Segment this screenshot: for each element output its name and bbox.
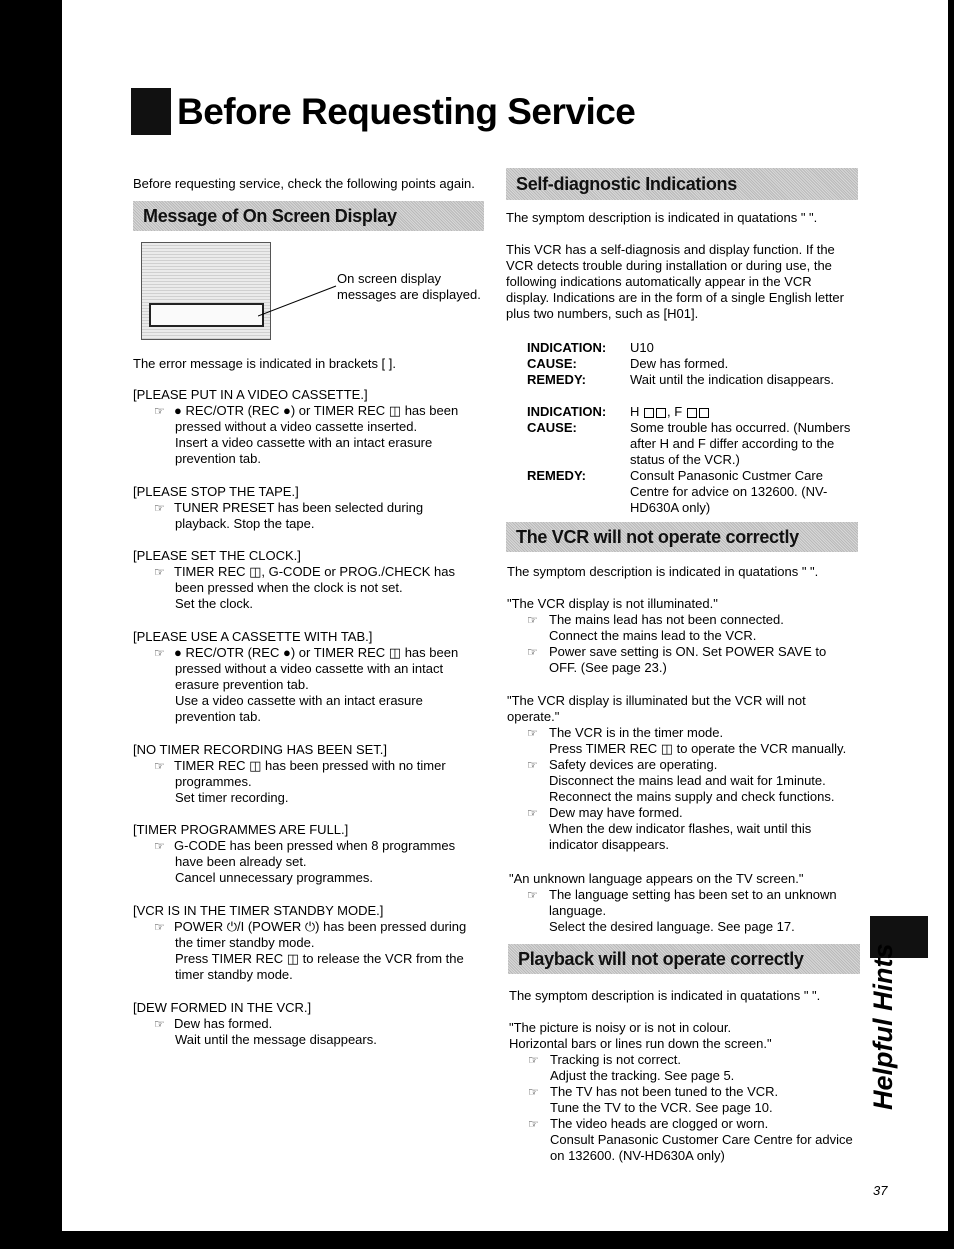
para-line: following indications automatically appear in the VCR	[506, 274, 812, 289]
message-first-line	[154, 403, 458, 419]
message-line: playback. Stop the tape.	[175, 516, 315, 531]
section-bar-playback: Playback will not operate correctly	[508, 944, 860, 974]
callout-line	[258, 280, 338, 320]
section-bar-vcr-not-operate: The VCR will not operate correctly	[506, 522, 858, 552]
bullet-line: Reconnect the mains supply and check functions.	[549, 789, 835, 804]
message-first-line	[154, 838, 455, 854]
message-header: [VCR IS IN THE TIMER STANDBY MODE.]	[133, 903, 384, 918]
message-line: prevention tab.	[175, 709, 262, 724]
scan-left-border	[0, 0, 62, 1249]
pointer-icon: ☞	[527, 888, 538, 902]
para-line: plus two numbers, such as [H01].	[506, 306, 699, 321]
indication-h: H	[630, 404, 640, 419]
cause-line: Some trouble has occurred. (Numbers	[630, 420, 851, 435]
message-line: have been already set.	[175, 854, 307, 869]
indication-value-hf	[630, 404, 710, 420]
bullet-line: The TV has not been tuned to the VCR.	[550, 1084, 779, 1099]
bullet-line: Power save setting is ON. Set POWER SAVE to	[549, 644, 827, 659]
pointer-icon: ☞	[154, 839, 165, 853]
message-line-text: TUNER PRESET has been selected during	[174, 500, 424, 515]
message-line-text: Dew has formed.	[174, 1016, 273, 1031]
bullet-line: The VCR is in the timer mode.	[549, 725, 724, 740]
pointer-icon: ☞	[528, 1053, 539, 1067]
message-line-text: TIMER REC ◫ has been pressed with no timer	[174, 758, 446, 773]
bullet-line: indicator disappears.	[549, 837, 669, 852]
chapter-tab-label: Helpful Hints	[868, 943, 898, 1110]
message-first-line	[154, 1016, 272, 1032]
cause-line: after H and F differ according to the	[630, 436, 835, 451]
bullet-line: When the dew indicator flashes, wait until this	[549, 821, 812, 836]
pointer-icon: ☞	[527, 758, 538, 772]
error-note: The error message is indicated in brackets [ ].	[133, 356, 397, 371]
message-first-line	[154, 919, 466, 935]
message-line: Set timer recording.	[175, 790, 289, 805]
digit-box-icon	[644, 408, 654, 418]
page-number: 37	[873, 1183, 888, 1198]
bullet-line: Select the desired language. See page 17.	[549, 919, 795, 934]
message-line: Wait until the message disappears.	[175, 1032, 377, 1047]
pointer-icon: ☞	[154, 404, 165, 418]
message-line: pressed without a video cassette inserted.	[175, 419, 418, 434]
cause-label: CAUSE:	[527, 356, 577, 371]
message-header: [PLEASE SET THE CLOCK.]	[133, 548, 301, 563]
message-line: prevention tab.	[175, 451, 262, 466]
pointer-icon: ☞	[527, 645, 538, 659]
question: operate."	[507, 709, 560, 724]
bullet-line: Disconnect the mains lead and wait for 1minute.	[549, 773, 826, 788]
bullet-line: The language setting has been set to an unknown	[549, 887, 837, 902]
message-header: [PLEASE STOP THE TAPE.]	[133, 484, 299, 499]
message-line: Press TIMER REC ◫ to release the VCR from the	[175, 951, 464, 966]
indication-label: INDICATION:	[527, 404, 607, 419]
pointer-icon: ☞	[527, 806, 538, 820]
intro-text: Before requesting service, check the following points again.	[133, 176, 475, 191]
callout-line-2: messages are displayed.	[337, 287, 481, 302]
self-diag-paragraph	[506, 242, 844, 322]
bullet-line: OFF. (See page 23.)	[549, 660, 667, 675]
pointer-icon: ☞	[154, 759, 165, 773]
pointer-icon: ☞	[528, 1085, 539, 1099]
question: "The VCR display is illuminated but the VCR will not	[507, 693, 806, 708]
pointer-icon: ☞	[154, 1017, 165, 1031]
message-line-text: G-CODE has been pressed when 8 programmes	[174, 838, 456, 853]
message-header: [NO TIMER RECORDING HAS BEEN SET.]	[133, 742, 388, 757]
question: "The VCR display is not illuminated."	[507, 596, 718, 611]
page-title: Before Requesting Service	[177, 91, 636, 132]
message-first-line	[154, 758, 446, 774]
pointer-icon: ☞	[528, 1117, 539, 1131]
self-diag-symptom-note: The symptom description is indicated in quatations " ".	[506, 210, 818, 225]
bullet-line: The video heads are clogged or worn.	[550, 1116, 769, 1131]
bullet-line: Dew may have formed.	[549, 805, 683, 820]
callout-line-1: On screen display	[337, 271, 442, 286]
message-line: Use a video cassette with an intact erasure	[175, 693, 423, 708]
question: "The picture is noisy or is not in colour.	[509, 1020, 732, 1035]
remedy-label: REMEDY:	[527, 372, 586, 387]
callout-text	[337, 271, 497, 303]
message-line-text: POWER ⏻/I (POWER ⏻) has been pressed during	[174, 919, 467, 934]
remedy-value: Wait until the indication disappears.	[630, 372, 835, 387]
bullet-line: Safety devices are operating.	[549, 757, 718, 772]
bullet-line: Connect the mains lead to the VCR.	[549, 628, 757, 643]
bullet-line: The mains lead has not been connected.	[549, 612, 784, 627]
message-line: timer standby mode.	[175, 967, 293, 982]
remedy-value-hf	[630, 468, 827, 516]
message-line: Set the clock.	[175, 596, 254, 611]
section-bar-self-diagnostic: Self-diagnostic Indications	[506, 168, 858, 200]
remedy-line: HD630A only)	[630, 500, 711, 515]
digit-box-icon	[656, 408, 666, 418]
pointer-icon: ☞	[154, 646, 165, 660]
message-header: [TIMER PROGRAMMES ARE FULL.]	[133, 822, 349, 837]
message-line: erasure prevention tab.	[175, 677, 309, 692]
para-line: VCR detects trouble during installation or during use, the	[506, 258, 832, 273]
pointer-icon: ☞	[154, 920, 165, 934]
message-first-line	[154, 500, 423, 516]
message-line: Insert a video cassette with an intact erasure	[175, 435, 433, 450]
question: Horizontal bars or lines run down the screen."	[509, 1036, 772, 1051]
remedy-line: Consult Panasonic Custmer Care	[630, 468, 823, 483]
message-header: [PLEASE PUT IN A VIDEO CASSETTE.]	[133, 387, 368, 402]
remedy-label: REMEDY:	[527, 468, 586, 483]
vcr-symptom-note: The symptom description is indicated in quatations " ".	[507, 564, 819, 579]
message-first-line	[154, 645, 458, 661]
message-line-text: TIMER REC ◫, G-CODE or PROG./CHECK has	[174, 564, 455, 579]
message-box-illustration	[149, 303, 264, 327]
digit-box-icon	[699, 408, 709, 418]
section-bar-on-screen-display: Message of On Screen Display	[133, 201, 484, 231]
message-line: been pressed when the clock is not set.	[175, 580, 403, 595]
pointer-icon: ☞	[154, 501, 165, 515]
title-area	[131, 88, 635, 135]
message-line: Cancel unnecessary programmes.	[175, 870, 373, 885]
pointer-icon: ☞	[527, 613, 538, 627]
bullet-line: Adjust the tracking. See page 5.	[550, 1068, 735, 1083]
message-line: programmes.	[175, 774, 252, 789]
indication-value: U10	[630, 340, 654, 355]
para-line: This VCR has a self-diagnosis and display function. If the	[506, 242, 835, 257]
pointer-icon: ☞	[154, 565, 165, 579]
tv-screen-illustration	[141, 242, 271, 340]
cause-line: status of the VCR.)	[630, 452, 740, 467]
bullet-line: Press TIMER REC ◫ to operate the VCR manually.	[549, 741, 847, 756]
indication-label: INDICATION:	[527, 340, 607, 355]
message-header: [PLEASE USE A CASSETTE WITH TAB.]	[133, 629, 373, 644]
message-line-text: ● REC/OTR (REC ●) or TIMER REC ◫ has been	[174, 403, 459, 418]
message-line: the timer standby mode.	[175, 935, 315, 950]
bullet-line: Tune the TV to the VCR. See page 10.	[550, 1100, 773, 1115]
cause-label: CAUSE:	[527, 420, 577, 435]
scan-bottom-border	[0, 1231, 954, 1249]
bullet-line: language.	[549, 903, 607, 918]
cause-value-hf	[630, 420, 850, 468]
pointer-icon: ☞	[527, 726, 538, 740]
bullet-line: Consult Panasonic Customer Care Centre for advice	[550, 1132, 853, 1147]
message-line-text: ● REC/OTR (REC ●) or TIMER REC ◫ has been	[174, 645, 459, 660]
title-square-icon	[131, 88, 171, 135]
scan-right-border	[948, 0, 954, 1249]
playback-symptom-note: The symptom description is indicated in quatations " ".	[509, 988, 821, 1003]
message-first-line	[154, 564, 455, 580]
message-header: [DEW FORMED IN THE VCR.]	[133, 1000, 312, 1015]
para-line: display. Indications are in the form of a single English letter	[506, 290, 844, 305]
indication-f: , F	[667, 404, 683, 419]
digit-box-icon	[687, 408, 697, 418]
remedy-line: Centre for advice on 132600. (NV-	[630, 484, 828, 499]
message-line: pressed without a video cassette with an intact	[175, 661, 444, 676]
question: "An unknown language appears on the TV screen."	[509, 871, 804, 886]
cause-value: Dew has formed.	[630, 356, 729, 371]
bullet-line: Tracking is not correct.	[550, 1052, 682, 1067]
bullet-line: on 132600. (NV-HD630A only)	[550, 1148, 725, 1163]
